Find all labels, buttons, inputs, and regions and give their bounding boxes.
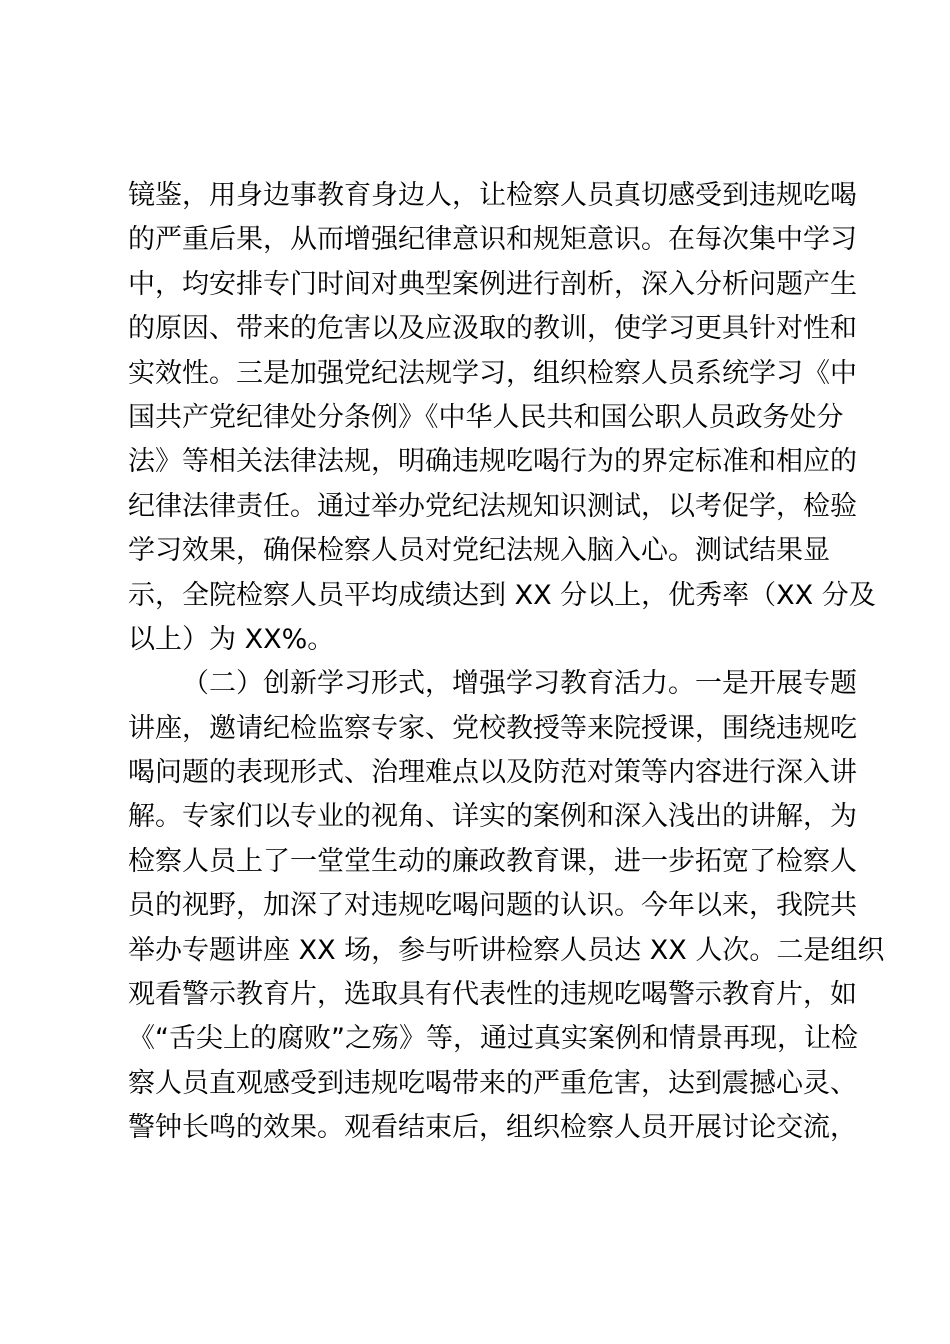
text-line: 以上）为 XX%。 (128, 623, 335, 655)
text-line: 讲座，邀请纪检监察专家、党校教授等来院授课，围绕违规吃 (128, 712, 857, 744)
text-line: 学习效果，确保检察人员对党纪法规入脑入心。测试结果显 (128, 535, 830, 567)
text-line: 的原因、带来的危害以及应汲取的教训，使学习更具针对性和 (128, 313, 857, 345)
paragraph-heading-line: （二）创新学习形式，增强学习教育活力。一是开展专题 (182, 668, 857, 700)
text-line: 镜鉴，用身边事教育身边人，让检察人员真切感受到违规吃喝 (128, 180, 857, 211)
text-line: 警钟长鸣的效果。观看结束后，组织检察人员开展讨论交流， (128, 1112, 857, 1144)
text-line: 法》等相关法律法规，明确违规吃喝行为的界定标准和相应的 (128, 446, 857, 478)
text-line: 解。专家们以专业的视角、详实的案例和深入浅出的讲解，为 (128, 801, 857, 833)
text-line: 示，全院检察人员平均成绩达到 XX 分以上，优秀率（XX 分及 (128, 579, 876, 611)
text-line: 实效性。三是加强党纪法规学习，组织检察人员系统学习《中 (128, 357, 857, 389)
text-line: 观看警示教育片，选取具有代表性的违规吃喝警示教育片，如 (128, 979, 857, 1011)
text-line: 《“舌尖上的腐败”之殇》等，通过真实案例和情景再现，让检 (128, 1023, 858, 1055)
text-line: 的严重后果，从而增强纪律意识和规矩意识。在每次集中学习 (128, 224, 857, 256)
text-line: 举办专题讲座 XX 场，参与听讲检察人员达 XX 人次。二是组织 (128, 934, 885, 966)
text-line: 察人员直观感受到违规吃喝带来的严重危害，达到震撼心灵、 (128, 1067, 857, 1099)
text-line: 中，均安排专门时间对典型案例进行剖析，深入分析问题产生 (128, 268, 857, 300)
text-line: 喝问题的表现形式、治理难点以及防范对策等内容进行深入讲 (128, 757, 857, 789)
body-text (128, 174, 885, 1151)
text-line: 员的视野，加深了对违规吃喝问题的认识。今年以来，我院共 (128, 890, 857, 922)
text-line: 纪律法律责任。通过举办党纪法规知识测试，以考促学，检验 (128, 490, 857, 522)
text-line: 国共产党纪律处分条例》《中华人民共和国公职人员政务处分 (128, 401, 844, 433)
text-line: 检察人员上了一堂堂生动的廉政教育课，进一步拓宽了检察人 (128, 845, 857, 877)
